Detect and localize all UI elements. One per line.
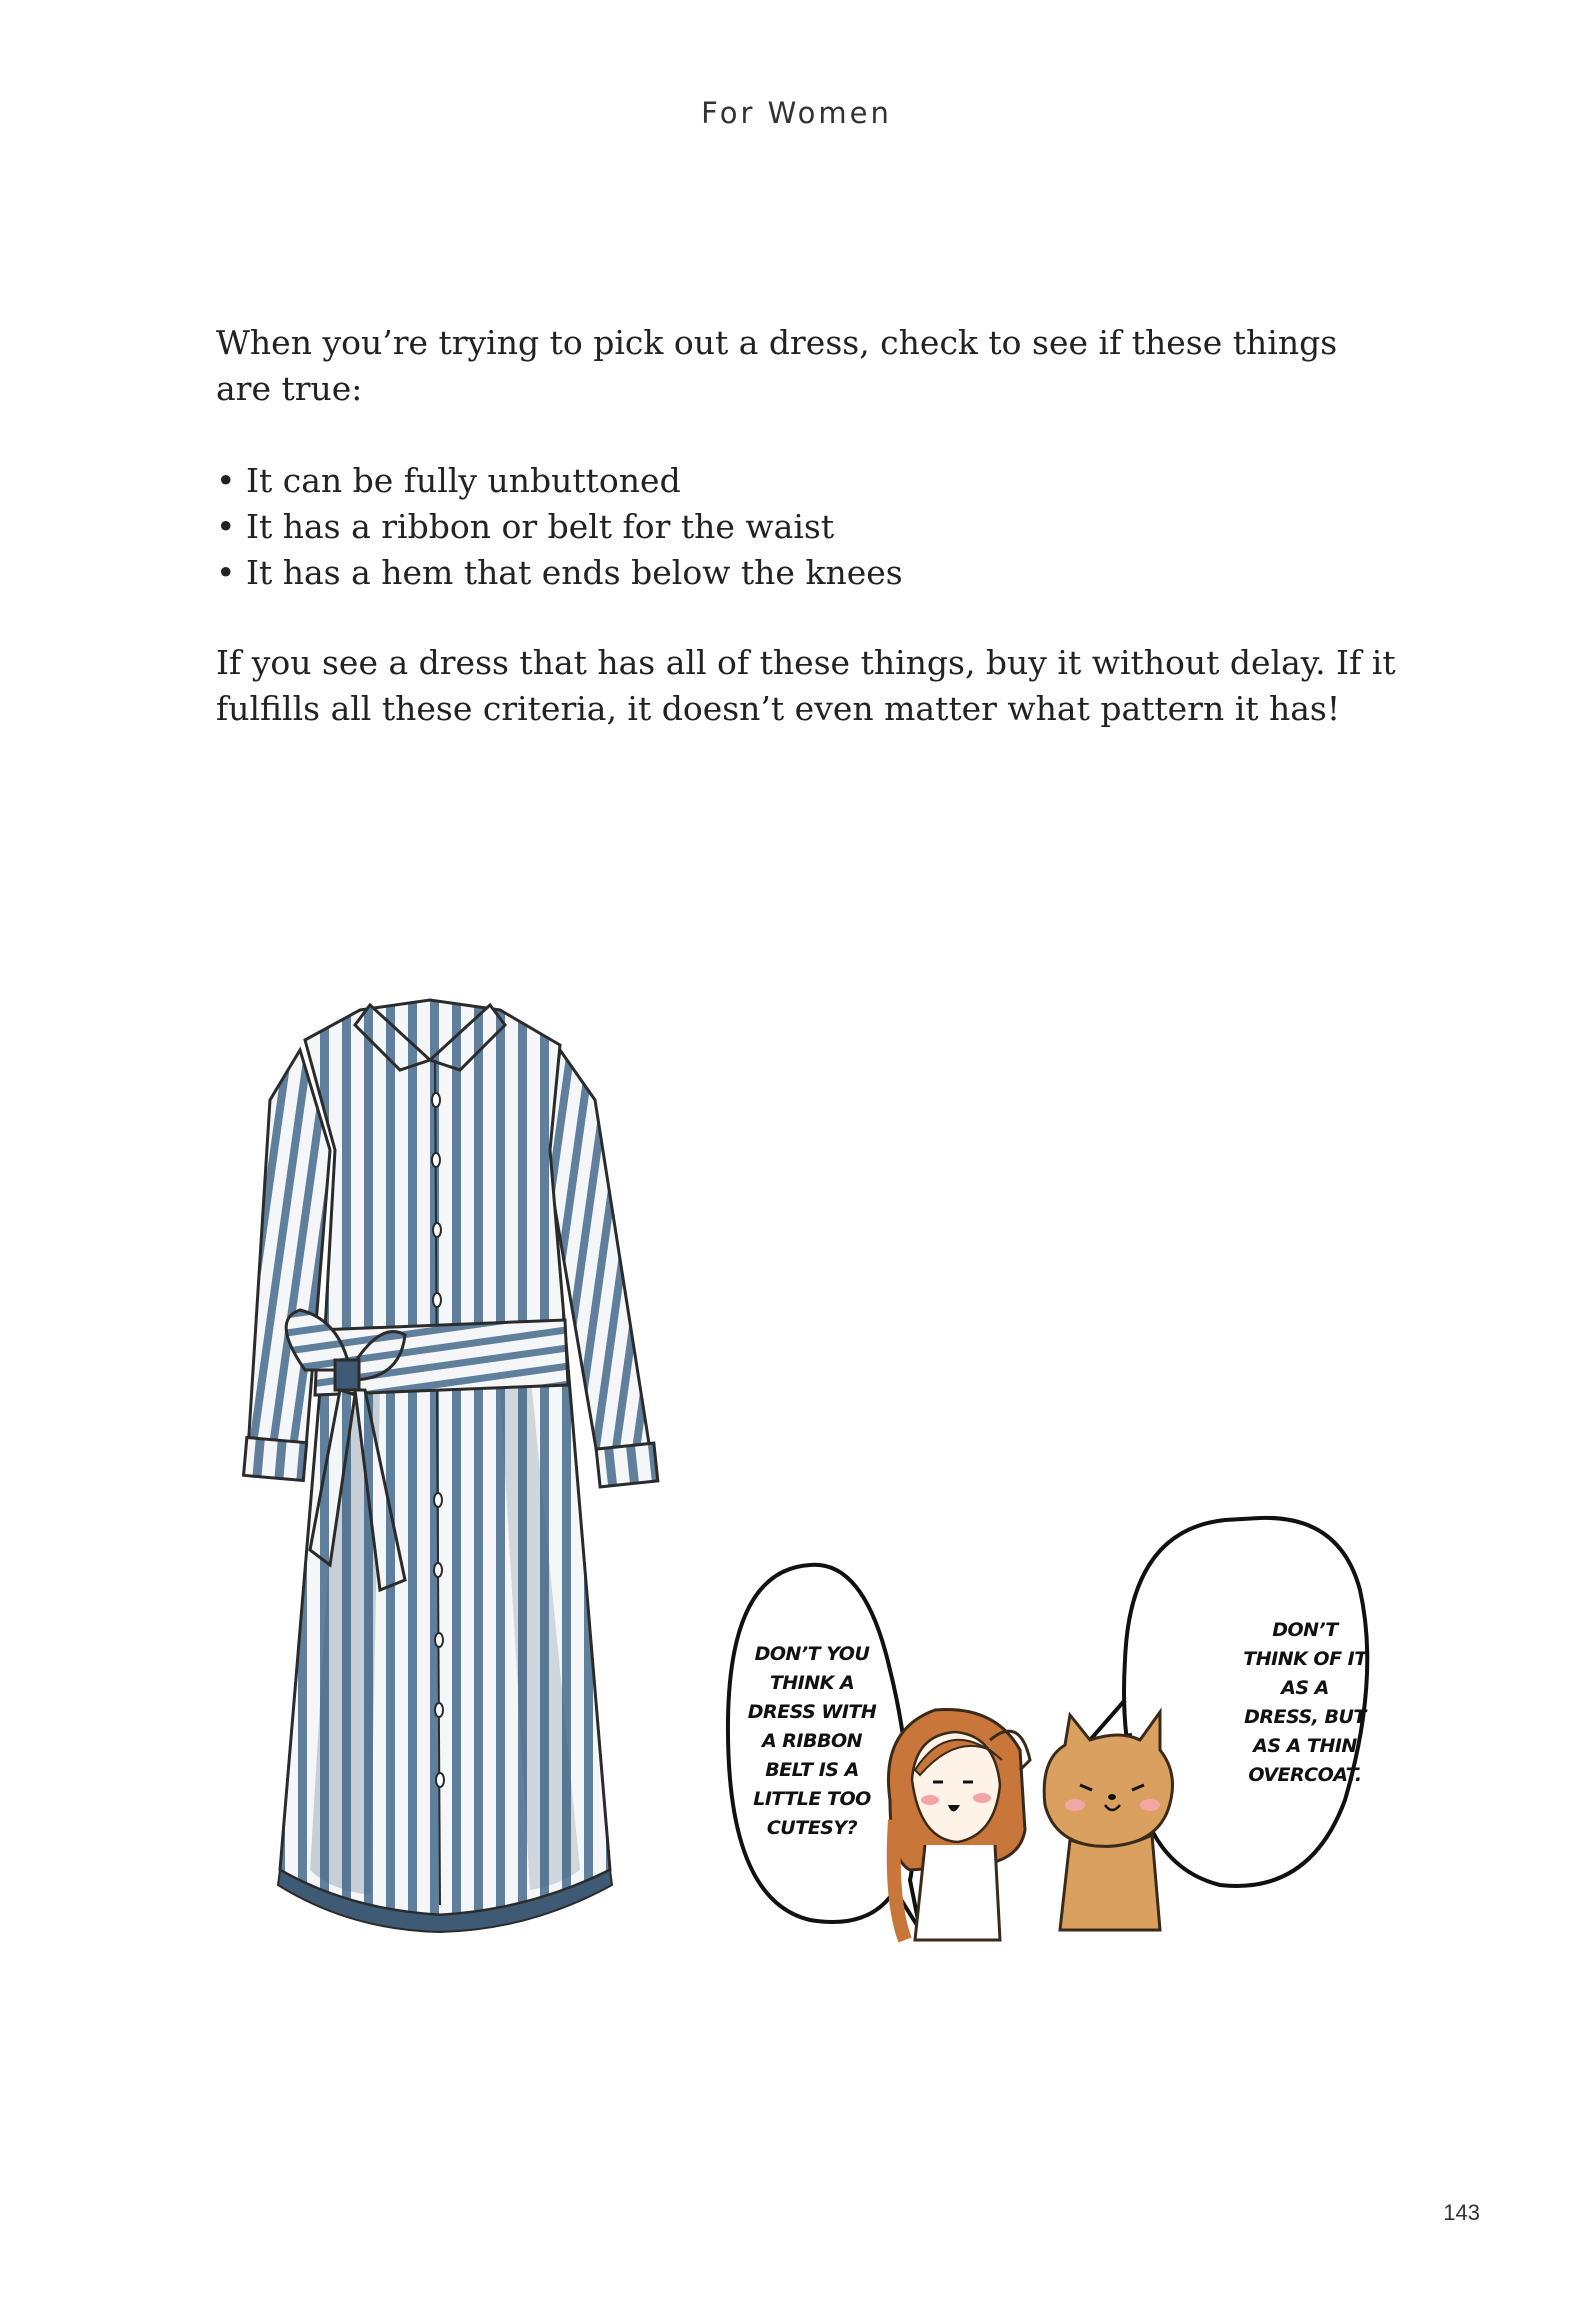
striped-shirt-dress-illustration: [230, 990, 670, 1950]
page-number: 143: [1443, 2200, 1480, 2225]
speech-line: DRESS, BUT: [1244, 1706, 1366, 1728]
speech-line: CUTESY?: [766, 1817, 858, 1839]
intro-line: are true:: [216, 369, 363, 408]
speech-line: BELT IS A: [765, 1759, 859, 1781]
speech-line: THINK OF IT: [1243, 1648, 1367, 1670]
criteria-item: • It has a hem that ends below the knees: [216, 550, 1416, 596]
speech-line: THINK A: [769, 1672, 855, 1694]
criteria-item: • It can be fully unbuttoned: [216, 458, 1416, 504]
intro-line: When you’re trying to pick out a dress, check to see if these things: [216, 323, 1338, 362]
dog-character: [1044, 1712, 1172, 1930]
speech-line: LITTLE TOO: [753, 1788, 871, 1810]
running-header: For Women: [701, 96, 892, 130]
conclusion-line: If you see a dress that has all of these things, buy it without delay. If it: [216, 643, 1396, 682]
speech-line: A RIBBON: [761, 1730, 863, 1752]
criteria-list: [216, 458, 1416, 596]
speech-line: AS A THIN: [1253, 1735, 1357, 1757]
speech-line: DRESS WITH: [747, 1701, 877, 1723]
intro-paragraph: [216, 320, 1416, 412]
girl-speech-text: [732, 1640, 892, 1843]
criteria-item: • It has a ribbon or belt for the waist: [216, 504, 1416, 550]
speech-line: DON’T YOU: [754, 1643, 870, 1665]
speech-line: AS A: [1281, 1677, 1329, 1699]
conclusion-paragraph: [216, 640, 1416, 732]
dog-speech-text: [1225, 1616, 1385, 1790]
speech-line: DON’T: [1272, 1619, 1338, 1641]
conclusion-line: fulfills all these criteria, it doesn’t even matter what pattern it has!: [216, 689, 1341, 728]
speech-line: OVERCOAT.: [1248, 1764, 1362, 1786]
